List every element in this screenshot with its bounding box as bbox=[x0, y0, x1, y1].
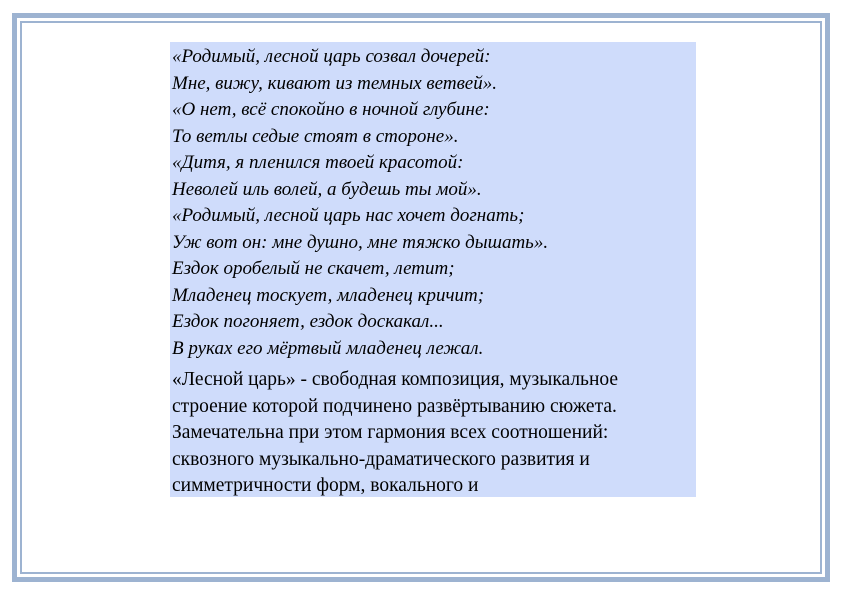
prose-paragraph bbox=[172, 367, 696, 500]
prose-line: сквозного музыкально-драматического развития и bbox=[172, 448, 590, 470]
poem-line: Ездок оробелый не скачет, летит; bbox=[172, 258, 455, 279]
prose-line: симметричности форм, вокального и bbox=[172, 475, 479, 496]
poem-line: Ездок погоняет, ездок доскакал... bbox=[172, 311, 444, 332]
poem-line: То ветлы седые стоят в стороне». bbox=[172, 125, 459, 147]
poem-line: «О нет, всё спокойно в ночной глубине: bbox=[172, 99, 490, 120]
prose-line: строение которой подчинено развёртыванию сюжета. bbox=[172, 395, 617, 417]
poem-line: Неволей иль волей, а будешь ты мой». bbox=[172, 178, 482, 200]
poem-line: Мне, вижу, кивают из темных ветвей». bbox=[172, 72, 497, 94]
prose-line: Замечательна при этом гармония всех соотношений: bbox=[172, 422, 609, 443]
poem-line: Уж вот он: мне душно, мне тяжко дышать». bbox=[172, 231, 549, 253]
poem-line: «Родимый, лесной царь созвал дочерей: bbox=[172, 46, 491, 67]
poem-line: В руках его мёртвый младенец лежал. bbox=[172, 337, 484, 359]
prose-line: «Лесной царь» - свободная композиция, музыкальное bbox=[172, 369, 619, 390]
poem-line: «Родимый, лесной царь нас хочет догнать; bbox=[172, 205, 525, 226]
poem-excerpt bbox=[172, 44, 696, 362]
poem-line: Младенец тоскует, младенец кричит; bbox=[172, 284, 485, 306]
poem-line: «Дитя, я пленился твоей красотой: bbox=[172, 152, 464, 173]
text-block bbox=[170, 42, 696, 497]
